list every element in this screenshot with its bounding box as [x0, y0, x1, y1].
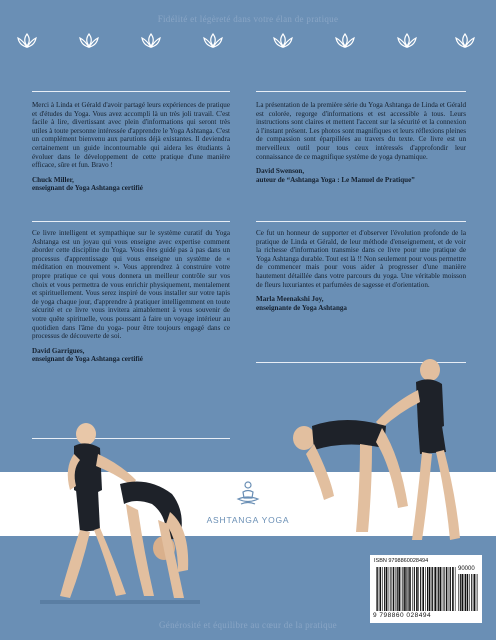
testimonial-text: Ce livre intelligent et sympathique sur le système curatif du Yoga Ashtanga est un joyau qui vous enseigne avec expertise comment aborder cette discipline du Yoga. Vous êtes guidé pas à pas dans un processus d'apprentissage qui vous enseigne un système de « méditation en mouvement ». Vous apprendrez à construire votre propre pratique ce qui vous donnera un meilleur contrôle sur vos choix et vous permettra de vous enrichir physiquement, mentalement et spirituellement. Vous serez inspiré de vous installer sur votre tapis de yoga chaque jour, d'apprendre à pratiquer intelligemment en toute sécurité et ce livre vous invitera aimablement à vous souvenir de votre quête spirituelle, vous poussant à faire un voyage intérieur au quotidien dans l'âme du yoga- pour être toujours engagé dans ce processus de découverte de soi.	[32, 229, 230, 341]
testimonial-text: Merci à Linda et Gérald d'avoir partagé leurs expériences de pratique et d'études du Yoga. Vous avez accompli là un très joli travail. C'est facile à lire, divertissant avec plein d'informations qui seront très utiles à toute personne intéressée d'apprendre le Yoga Ashtanga. C'est un complément bienvenu aux parutions déjà existantes. Il deviendra certainement un guide incontournable qui aidera les étudiants à évoluer dans le développement de cette pratique d'une manière efficace, sûre et fun. Bravo !	[32, 101, 230, 170]
brand-name: ASHTANGA YOGA	[206, 515, 290, 525]
isbn-label: ISBN 9798860028494	[374, 558, 429, 564]
lotus-icon	[332, 32, 358, 50]
barcode-bars	[376, 567, 456, 611]
testimonial-block	[32, 101, 230, 193]
testimonial-role: enseignante de Yoga Ashtanga	[256, 303, 347, 312]
testimonial-block	[256, 229, 466, 312]
lotus-icon	[76, 32, 102, 50]
testimonial-signature	[256, 295, 466, 312]
testimonial-author: Chuck Miller,	[32, 175, 74, 184]
testimonial-role: enseignant de Yoga Ashtanga certifié	[32, 184, 143, 193]
lotus-icon	[14, 32, 40, 50]
yoga-adjustment-photo-right	[290, 356, 470, 556]
testimonial-block	[32, 229, 230, 364]
testimonial-author: David Swenson,	[256, 167, 305, 176]
testimonial-text: Ce fut un honneur de supporter et d'observer l'évolution profonde de la pratique de Linda et Gérald, de leur méthode d'enseignement, et de voir la richesse d'information transmise dans ce livre pour une pratique de Yoga Ashtanga durable. Tout est là !! Non seulement pour vous permettre de commencer mais pour vous aider à progresser d'une manière hautement détaillée dans votre parcours du yoga. Une véritable moisson de fleurs luxuriantes et parfumées de sagesse et d'orientation.	[256, 229, 466, 289]
lotus-icon	[138, 32, 164, 50]
lotus-icon	[452, 32, 478, 50]
lotus-meditator-icon	[235, 480, 261, 508]
header-ghost-text: Fidélité et légèreté dans votre élan de pratique	[157, 14, 339, 24]
divider-rule	[32, 91, 230, 92]
testimonial-role: enseignant de Yoga Ashtanga certifié	[32, 355, 143, 364]
price-code: 90000	[458, 566, 475, 572]
lotus-icon	[200, 32, 226, 50]
footer-ghost-text: Générosité et équilibre au cœur de la pratique	[159, 620, 337, 630]
testimonial-role: auteur de “Ashtanga Yoga : Le Manuel de Pratique”	[256, 175, 415, 184]
testimonial-signature	[256, 167, 466, 184]
divider-rule	[32, 221, 230, 222]
barcode-panel	[370, 555, 482, 623]
testimonial-text: La présentation de la première série du Yoga Ashtanga de Linda et Gérald est colorée, regorge d'informations et est accessible à tous. Leurs instructions sont claires et mettent l'accent sur la sécurité et la connexion à l'instant présent. Les photos sont magnifiques et leurs réflexions pleines de compassion sont éparpillées au travers du texte. Ce livre est un merveilleux outil pour tous ceux intéressés d'approfondir leur connaissance de ce magnifique système de yoga dynamique.	[256, 101, 466, 161]
lotus-icon	[394, 32, 420, 50]
divider-rule	[256, 221, 466, 222]
testimonial-block	[256, 101, 466, 184]
barcode-addon-bars	[458, 574, 478, 611]
divider-rule	[256, 91, 466, 92]
testimonial-author: David Garrigues,	[32, 346, 85, 355]
yoga-adjustment-photo-left	[40, 420, 200, 620]
isbn-digits: 9 798860 028494	[373, 612, 432, 619]
lotus-ornament-row	[0, 32, 496, 54]
testimonial-signature	[32, 176, 230, 193]
testimonial-signature	[32, 347, 230, 364]
testimonial-author: Marla Meenakshi Joy,	[256, 295, 324, 304]
lotus-icon	[270, 32, 296, 50]
